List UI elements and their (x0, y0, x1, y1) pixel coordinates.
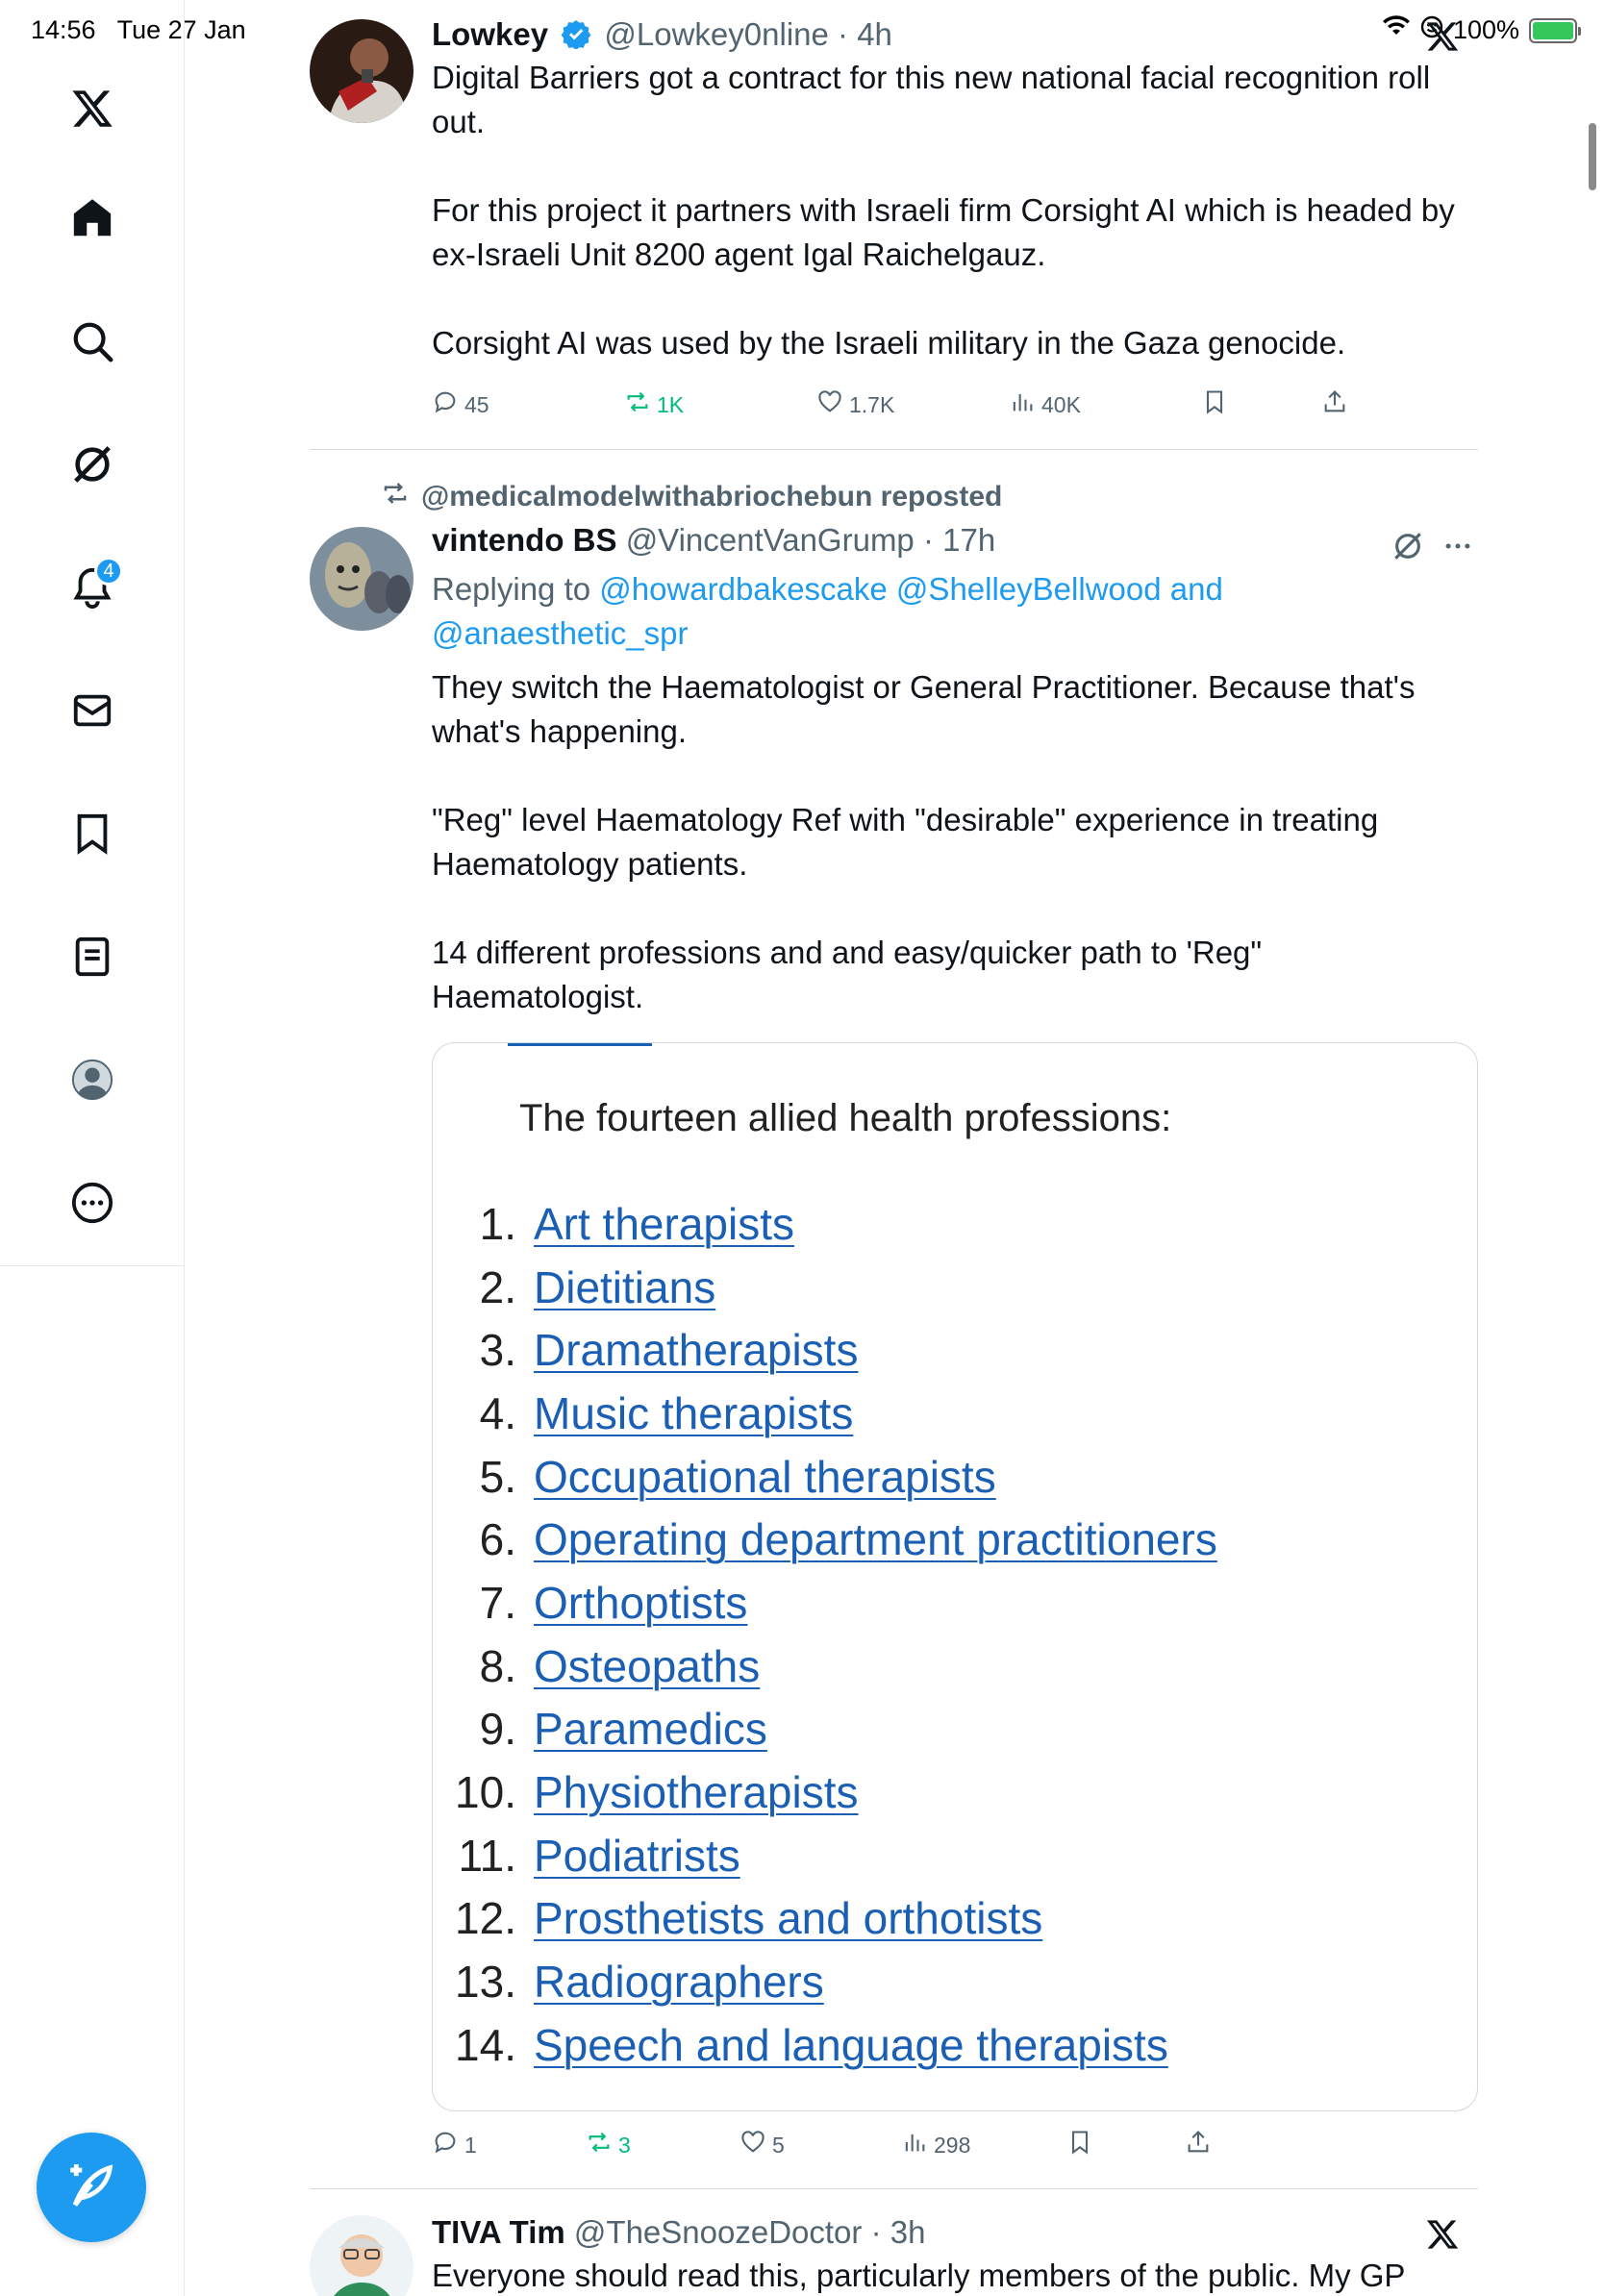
heart-icon (816, 388, 843, 421)
media-list-number: 11. (458, 1830, 516, 1881)
media-image[interactable] (432, 1042, 1478, 2111)
sidebar-divider (0, 1265, 185, 1266)
views-count: 40K (1041, 391, 1081, 417)
reply-context (432, 567, 1478, 656)
avatar[interactable] (310, 2215, 414, 2296)
tweet-text: Digital Barriers got a contract for this new national facial recognition roll out. For this project it partners with Israeli firm Corsight AI which is headed by ex-Israeli Unit 8200 agent Igal Raichelgauz. Corsight AI was used by the Israeli military in the Gaza genocide. (432, 60, 1455, 361)
tweet-body (432, 2211, 1478, 2296)
media-list-number: 14. (455, 2019, 516, 2070)
share-button[interactable] (1185, 2129, 1212, 2161)
repost-button[interactable] (624, 388, 684, 421)
author-handle[interactable]: @VincentVanGrump (625, 522, 915, 558)
media-list-item (433, 1571, 1477, 1635)
media-list-item (433, 1824, 1477, 1887)
media-list-link: Prosthetists and orthotists (534, 1893, 1043, 1944)
media-list-item (433, 1192, 1477, 1256)
media-list-item (433, 1887, 1477, 1951)
media-list-number: 3. (479, 1325, 516, 1376)
media-list-number: 12. (455, 1893, 516, 1944)
reply-count: 1 (464, 2132, 477, 2158)
bookmark-icon (1201, 388, 1228, 421)
media-list-item (433, 2013, 1477, 2077)
media-list-number: 5. (479, 1451, 516, 1502)
notification-badge: 4 (94, 557, 123, 586)
tweet-text: They switch the Haematologist or General Practitioner. Because that's what's happening. "Reg" level Haematology Ref with "desirable" experience in treating Haematology patients. 14 different professions and and easy/quicker path to 'Reg" Haematologist. (432, 669, 1416, 1014)
x-close-icon[interactable] (1421, 15, 1464, 58)
compose-button[interactable] (37, 2133, 146, 2242)
tweet-body (432, 13, 1478, 365)
media-list-item (433, 1635, 1477, 1698)
media-list-link: Paramedics (534, 1704, 767, 1755)
more-circle-icon[interactable] (63, 1174, 121, 1232)
media-list-number: 13. (455, 1957, 516, 2008)
share-button[interactable] (1321, 388, 1348, 421)
x-logo-icon[interactable] (1421, 2213, 1464, 2256)
media-list-link: Operating department practitioners (534, 1514, 1217, 1565)
media-list-item (433, 1698, 1477, 1761)
avatar-icon[interactable] (63, 1051, 121, 1109)
media-list-item (433, 1256, 1477, 1319)
share-icon (1321, 388, 1348, 421)
bookmark-icon (1066, 2129, 1093, 2161)
tweet-header (432, 519, 1478, 562)
reply-icon (432, 388, 459, 421)
battery-icon (1529, 18, 1577, 43)
media-list-link: Dietitians (534, 1261, 716, 1312)
tweet-header (432, 2211, 1478, 2254)
views-button[interactable] (901, 2129, 970, 2161)
tweet-body (432, 519, 1478, 1019)
heart-icon (739, 2129, 766, 2161)
media-list-number: 8. (479, 1640, 516, 1691)
bookmark-icon[interactable] (63, 805, 121, 862)
media-list-link: Radiographers (534, 1957, 824, 2008)
media-list-item (433, 1508, 1477, 1571)
media-list-link: Speech and language therapists (534, 2019, 1168, 2070)
tweet[interactable] (310, 13, 1478, 446)
media-list-link: Occupational therapists (534, 1451, 996, 1502)
views-button[interactable] (1009, 388, 1081, 421)
compose-icon (63, 2159, 119, 2217)
media-list-item (433, 1950, 1477, 2013)
views-count: 298 (934, 2132, 971, 2158)
tweet-actions (432, 388, 1401, 427)
repost-icon (586, 2129, 613, 2161)
media-list-number: 10. (455, 1767, 516, 1818)
status-clock: 14:56 (31, 15, 96, 44)
repost-button[interactable] (586, 2129, 631, 2161)
media-list-item (433, 1760, 1477, 1824)
tweet-text: Everyone should read this, particularly members of the public. My GP (432, 2258, 1406, 2293)
scrollbar[interactable] (1589, 123, 1596, 190)
bookmark-button[interactable] (1201, 388, 1228, 421)
reply-button[interactable] (432, 2129, 477, 2161)
repost-count: 1K (657, 391, 685, 417)
tweet-time[interactable]: · 3h (870, 2214, 926, 2250)
more-options-icon[interactable] (1437, 525, 1479, 567)
tweet-time[interactable]: · 17h (922, 522, 996, 558)
avatar[interactable] (310, 527, 414, 631)
tweet-header (432, 13, 1478, 56)
repost-context-icon (379, 479, 412, 515)
media-list-item (433, 1445, 1477, 1509)
reply-button[interactable] (432, 388, 489, 421)
grok-icon[interactable] (63, 436, 121, 493)
verified-badge-icon (561, 17, 591, 48)
author-name[interactable]: TIVA Tim (432, 2214, 565, 2250)
reply-count: 45 (464, 391, 489, 417)
battery-tip (1578, 27, 1581, 36)
battery-fill (1533, 22, 1573, 39)
media-list-number: 1. (479, 1198, 516, 1249)
author-name[interactable]: vintendo BS (432, 522, 617, 558)
list-icon[interactable] (63, 928, 121, 986)
views-icon (901, 2129, 928, 2161)
tweet-actions (432, 2129, 1401, 2167)
avatar[interactable] (310, 19, 414, 123)
media-top-line (508, 1043, 652, 1046)
media-list-link: Physiotherapists (534, 1767, 859, 1818)
share-icon (1185, 2129, 1212, 2161)
like-button[interactable] (739, 2129, 785, 2161)
tweet[interactable] (310, 519, 1478, 2173)
media-list-link: Orthoptists (534, 1577, 748, 1628)
media-list-number: 6. (479, 1514, 516, 1565)
sidebar (0, 0, 185, 2296)
media-list-item (433, 1382, 1477, 1445)
media-list-number: 2. (479, 1261, 516, 1312)
media-list-item (433, 1318, 1477, 1382)
author-name[interactable]: Lowkey (432, 16, 549, 52)
reply-mentions[interactable]: @howardbakescake @ShelleyBellwood and (599, 571, 1223, 607)
media-list-link: Dramatherapists (534, 1325, 859, 1376)
media-list-number: 7. (479, 1577, 516, 1628)
like-button[interactable] (816, 388, 894, 421)
status-date: Tue 27 Jan (116, 15, 246, 44)
media-list (433, 1192, 1477, 2077)
repost-context[interactable] (379, 479, 1002, 515)
search-icon[interactable] (63, 312, 121, 370)
media-list-number: 9. (479, 1704, 516, 1755)
media-list-link: Podiatrists (534, 1830, 740, 1881)
bell-icon[interactable] (63, 559, 121, 616)
home-icon[interactable] (63, 189, 121, 247)
bookmark-button[interactable] (1066, 2129, 1093, 2161)
like-count: 5 (772, 2132, 785, 2158)
tweet-separator (310, 449, 1478, 450)
reply-mentions-2[interactable]: @anaesthetic_spr (432, 615, 689, 651)
battery-percent: 100% (1452, 15, 1519, 44)
reply-prefix: Replying to (432, 571, 600, 607)
media-list-link: Art therapists (534, 1198, 794, 1249)
views-icon (1009, 388, 1036, 421)
like-count: 1.7K (849, 391, 895, 417)
media-list-link: Osteopaths (534, 1640, 761, 1691)
repost-context-text: @medicalmodelwithabriochebun reposted (421, 481, 1003, 512)
tweet[interactable] (310, 2211, 1478, 2296)
repost-count: 3 (618, 2132, 631, 2158)
x-logo-icon[interactable] (63, 80, 121, 137)
media-title: The fourteen allied health professions: (519, 1097, 1172, 1139)
envelope-icon[interactable] (63, 682, 121, 739)
media-list-number: 4. (479, 1387, 516, 1438)
author-handle[interactable]: @Lowkey0nline (604, 16, 829, 52)
media-list-link: Music therapists (534, 1387, 854, 1438)
grok-icon[interactable] (1387, 525, 1429, 567)
reply-icon (432, 2129, 459, 2161)
repost-icon (624, 388, 651, 421)
tweet-time[interactable]: · 4h (838, 16, 892, 52)
tweet-separator (310, 2188, 1478, 2189)
author-handle[interactable]: @TheSnoozeDoctor (573, 2214, 863, 2250)
